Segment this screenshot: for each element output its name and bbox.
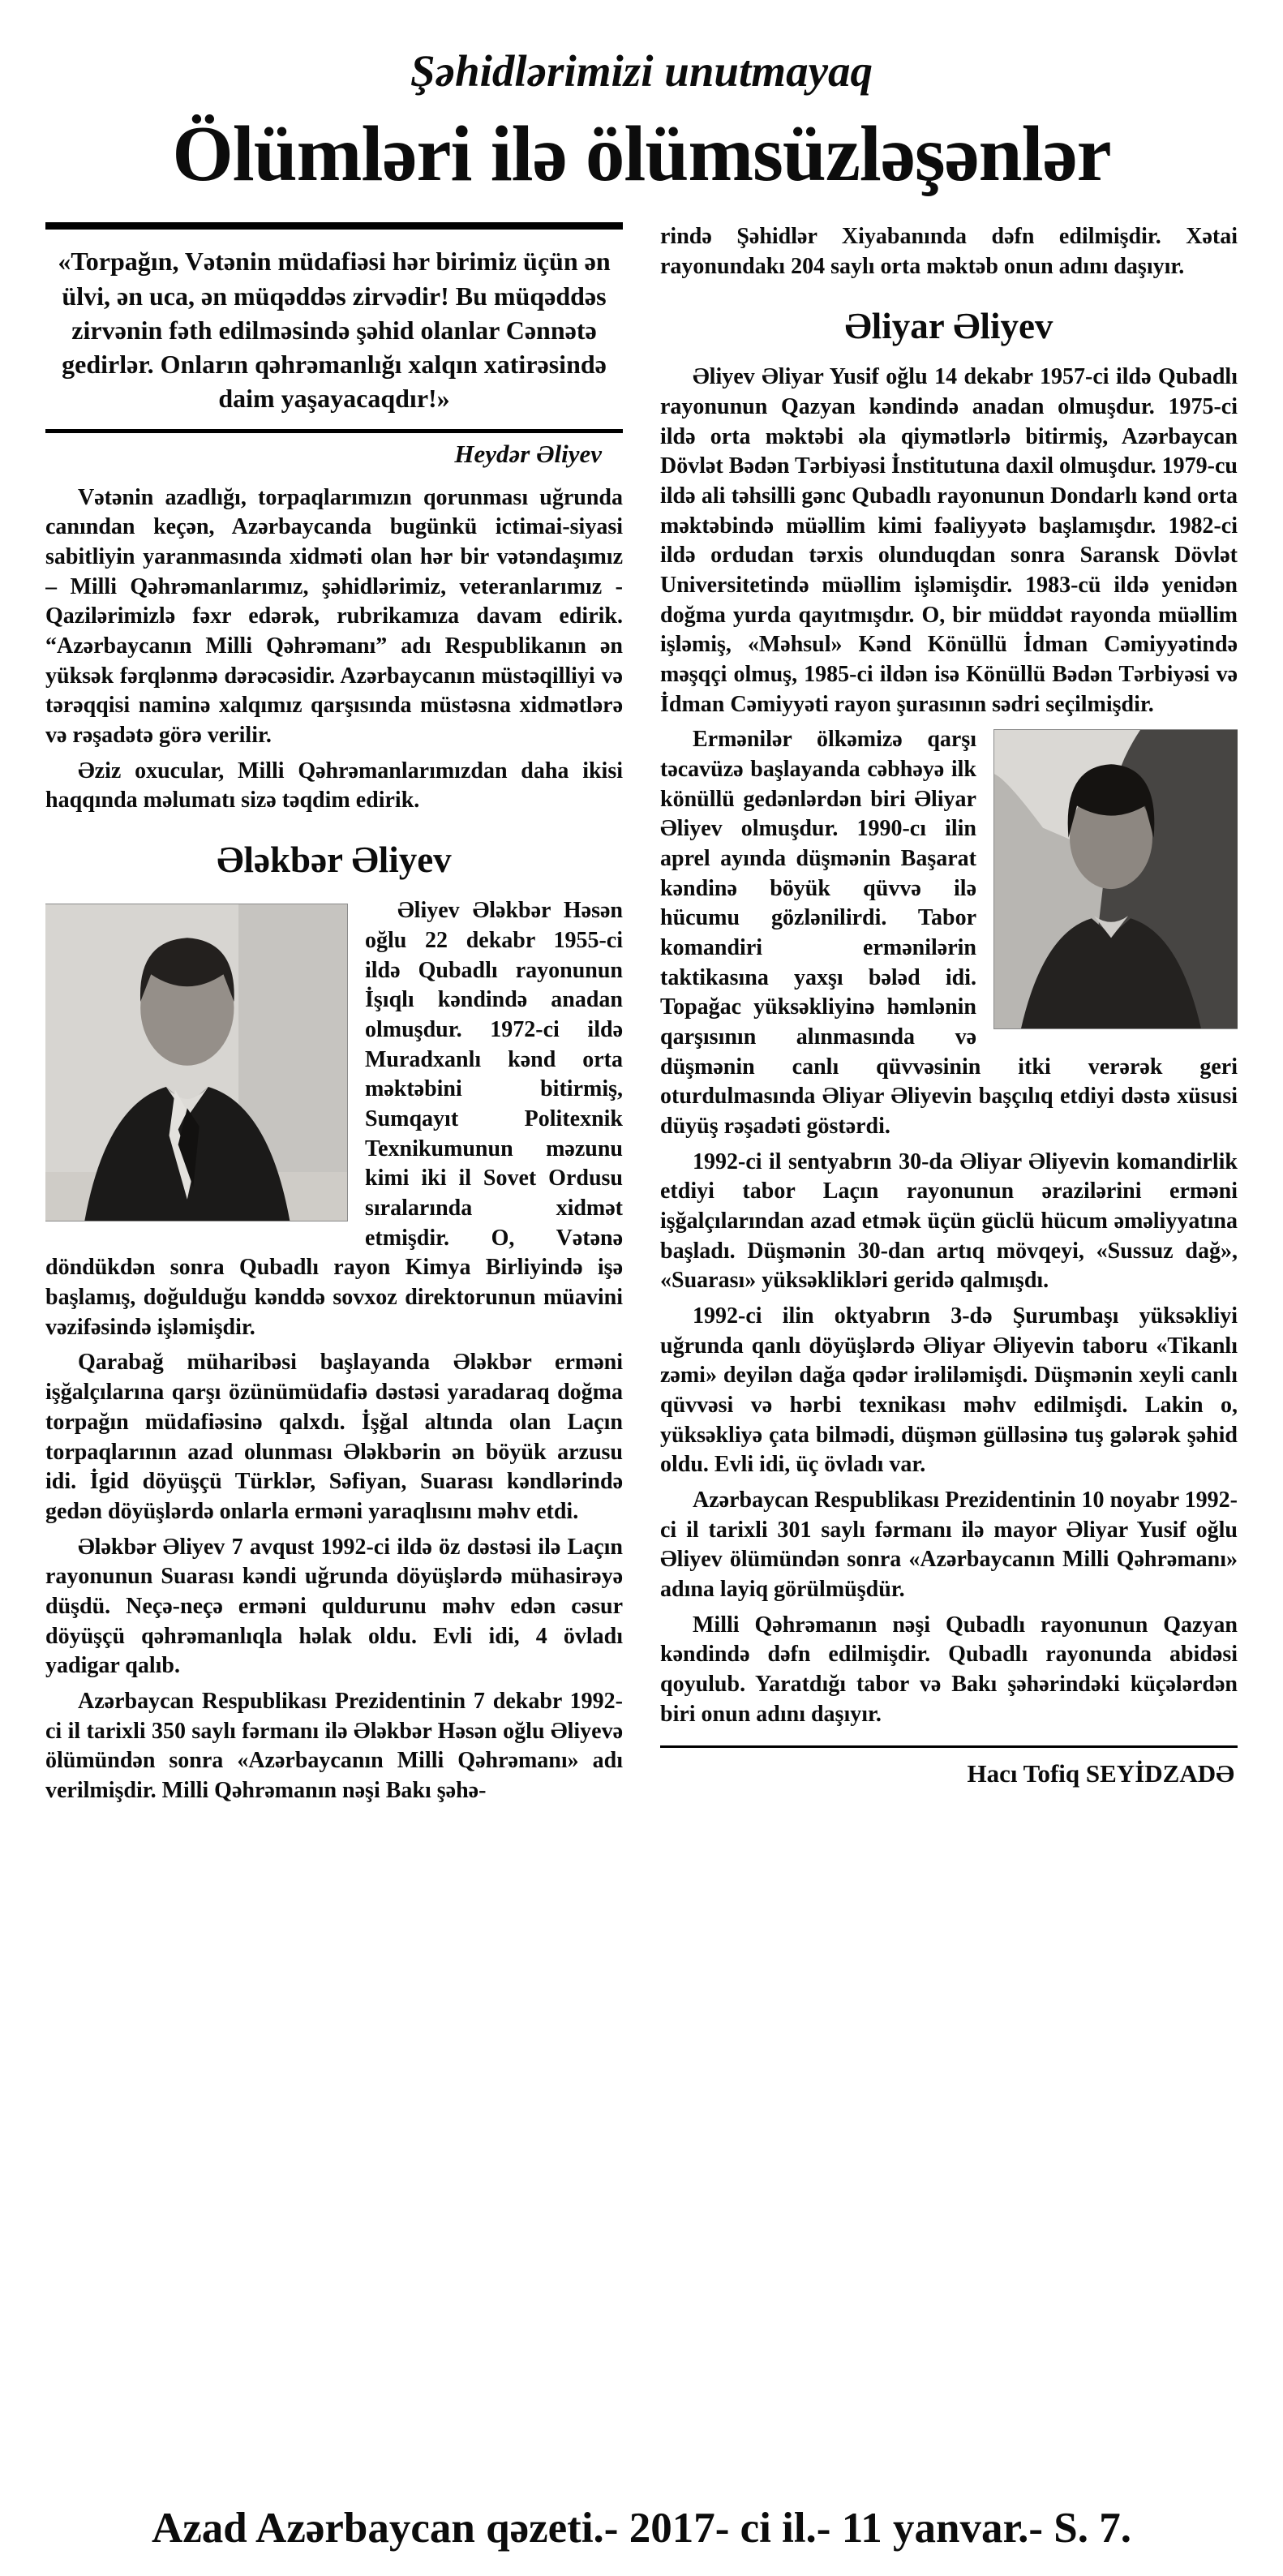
hero2-paragraph-5: Azərbaycan Respublikası Prezidentinin 10 noyabr 1992-ci il tarixli 301 saylı fərmanı ilə mayor Əliyar Yusif oğlu Əliyev ölümündən sonra «Azərbaycanın Milli Qəhrəmanı» adına layiq görülmüşdür.	[660, 1488, 1238, 1603]
portrait-silhouette	[994, 730, 1238, 1028]
hero2-paragraph-2-text: Ermənilər ölkəmizə qarşı təcavüzə başlayanda cəbhəyə ilk könüllü gedənlərdən biri Əliyar Əliyev olmuşdur. 1990-cı ilin aprel ayında düşmənin Başarat kəndinə böyük qüvvə ilə hücumu gözlənilirdi. Tabor komandiri ermənilərin taktikasına yaxşı bələd idi. Topağac yüksəkliyinə həmlənin qarşısının alınmasında və düşmənin canlı qüvvəsinin itki verərək geri oturdulmasında Əliyar Əliyevin başçılıq etdiyi dəstə xüsusi düyüş rəşadəti göstərdi.	[660, 727, 1238, 1139]
portrait-silhouette	[45, 904, 347, 1221]
hero2-paragraph-2	[660, 725, 1238, 1141]
hero2-paragraph-3: 1992-ci il sentyabrın 30-da Əliyar Əliyevin komandirlik etdiyi tabor Laçın rayonunun ərazilərini erməni işğalçılarından azad etmək üçün güclü hücum əməliyyatına başladı. Düşmənin 30-dan artıq mövqeyi, «Sussuz dağ», «Suarası» yüksəklikləri geridə qalmışdı.	[660, 1148, 1238, 1294]
section-heading-alekber-aliyev: Ələkbər Əliyev	[217, 839, 452, 880]
hero1-paragraph-4-left: Azərbaycan Respublikası Prezidentinin 7 dekabr 1992-ci il tarixli 350 saylı fərmanı ilə Ələkbər Həsən oğlu Əliyevə ölümündən sonra «Azərbaycanın Milli Qəhrəmanı» adı verilmişdir. Milli Qəhrəmanın nəşi Bakı şəhə-	[45, 1688, 623, 1803]
section-heading-aliyar-aliyev: Əliyar Əliyev	[844, 305, 1053, 346]
hero2-paragraph-4: 1992-ci ilin oktyabrın 3-də Şurumbaşı yüksəkliyi uğrunda qanlı döyüşlərdə Əliyar Əliyevin taboru «Tikanlı zəmi» deyilən dağa qədər irəliləmişdi. Düşmənin xeyli canlı qüvvəsi və hərbi texnikası məhv edilmişdi. Lakin o, yüksəkliyə çata bilmədi, düşmən gülləsinə tuş gələrək şəhid oldu. Evli idi, üç övladı var.	[660, 1303, 1238, 1478]
source-footer: Azad Azərbaycan qəzeti.- 2017- ci il.- 11 yanvar.- S. 7.	[151, 2504, 1132, 2552]
epigraph-quote-text: «Torpağın, Vətənin müdafiəsi hər birimiz üçün ən ülvi, ən uca, ən müqəddəs zirvədir! Bu müqəddəs zirvənin fəth edilməsində şəhid olanlar Cənnətə gedirlər. Onların qəhrəmanlığı xalqın xatirəsində daim yaşayacaqdır!»	[58, 247, 611, 414]
epigraph-quote-box	[45, 222, 623, 432]
intro-paragraph-2: Əziz oxucular, Milli Qəhrəmanlarımızdan daha ikisi haqqında məlumatı sizə təqdim edirik.	[45, 758, 623, 814]
portrait-photo-alekber-aliyev	[45, 904, 347, 1221]
article-columns	[45, 222, 1238, 2468]
signature-divider	[660, 1745, 1238, 1748]
kicker: Şəhidlərimizi unutmayaq	[410, 46, 873, 96]
hero1-paragraph-2: Qarabağ müharibəsi başlayanda Ələkbər erməni işğalçılarına qarşı özünümüdafiə dəstəsi yaradaraq doğma torpağın müdafiəsinə qalxdı. İşğal altında olan Laçın torpaqlarının azad olunması Ələkbərin ən böyük arzusu idi. İgid döyüşçü Türklər, Səfiyan, Suarası kəndlərində gedən döyüşlərdə onlarla erməni yaraqlısını məhv etdi.	[45, 1350, 623, 1524]
portrait-photo-aliyar-aliyev	[994, 730, 1238, 1028]
hero1-paragraph-1-text: Əliyev Ələkbər Həsən oğlu 22 dekabr 1955-ci ildə Qubadlı rayonunun İşıqlı kəndində anadan olmuşdur. 1972-ci ildə Muradxanlı kənd orta məktəbini bitirmiş, Sumqayıt Politexnik Texnikumunun məzunu kimi iki il Sovet Ordusu sıralarında xidmət etmişdir. O, Vətənə döndükdən sonra Qubadlı rayon Kimya Birliyində işə başlamış, doğulduğu kənddə sovxoz direktorunun müavini vəzifəsində işləmişdir.	[45, 898, 623, 1340]
left-column	[45, 222, 623, 2468]
quote-attribution: Heydər Əliyev	[454, 439, 602, 468]
hero1-paragraph-4-continuation: rində Şəhidlər Xiyabanında dəfn edilmişdir. Xətai rayonundakı 204 saylı orta məktəb onun adını daşıyır.	[660, 224, 1238, 280]
intro-paragraph-1: Vətənin azadlığı, torpaqlarımızın qorunması uğrunda canından keçən, Azərbaycanda bugünkü ictimai-siyasi sabitliyin yaranmasında xidməti olan hər bir vətəndaşımız – Milli Qəhrəmanlarımız, şəhidlərimiz, veteranlarımız - Qazilərimizlə fəxr edərək, rubrikamıza davam edirik. “Azərbaycanın Milli Qəhrəmanı” adı Respublikanın ən yüksək fərqlənmə dərəcəsidir. Azərbaycanın müstəqilliyi və tərəqqisi naminə xalqımız qarşısında müstəsna xidmətlərə və rəşadətə görə verilir.	[45, 484, 623, 748]
right-column	[660, 222, 1238, 2468]
headline: Ölümləri ilə ölümsüzləşənlər	[172, 109, 1111, 197]
author-signature: Hacı Tofiq SEYİDZADƏ	[967, 1759, 1234, 1788]
hero1-paragraph-3: Ələkbər Əliyev 7 avqust 1992-ci ildə öz dəstəsi ilə Laçın rayonunun Suarası kəndi uğrunda döyüşlərdə mühasirəyə düşdü. Neçə-neçə erməni quldurunu məhv edən cəsur döyüşçü qəhrəmanlıqla həlak oldu. Evli idi, 4 övladı yadigar qalıb.	[45, 1534, 623, 1679]
hero2-paragraph-1: Əliyev Əliyar Yusif oğlu 14 dekabr 1957-ci ildə Qubadlı rayonunun Qazyan kəndində anadan olmuşdur. 1975-ci ildə orta məktəbi əla qiymətlərlə bitirmiş, Azərbaycan Dövlət Bədən Tərbiyəsi İnstitutuna daxil olmuşdur. 1979-cu ildə ali təhsilli gənc Qubadlı rayonunun Dondarlı kənd orta məktəbində müəllim kimi fəaliyyətə başlamışdır. 1982-ci ildə ordudan tərxis olunduqdan sonra Saransk Dövlət Universitetində müəllim işləmişdir. 1983-cü ildə yenidən doğma yurda qayıtmışdır. O, bir müddət rayonda müəllim işləmiş, «Məhsul» Kənd Könüllü İdman Cəmiyyətində məşqçi olmuş, 1985-ci ildən isə Könüllü Bədən Tərbiyəsi və İdman Cəmiyyəti rayon şurasının sədri seçilmişdir.	[660, 364, 1238, 717]
hero2-paragraph-6: Milli Qəhrəmanın nəşi Qubadlı rayonunun Qazyan kəndində dəfn edilmişdir. Qubadlı rayonunda abidəsi qoyulub. Yaratdığı tabor və Bakı şəhərindəki küçələrdən biri onun adını daşıyır.	[660, 1612, 1238, 1727]
hero1-paragraph-1	[45, 896, 623, 1342]
